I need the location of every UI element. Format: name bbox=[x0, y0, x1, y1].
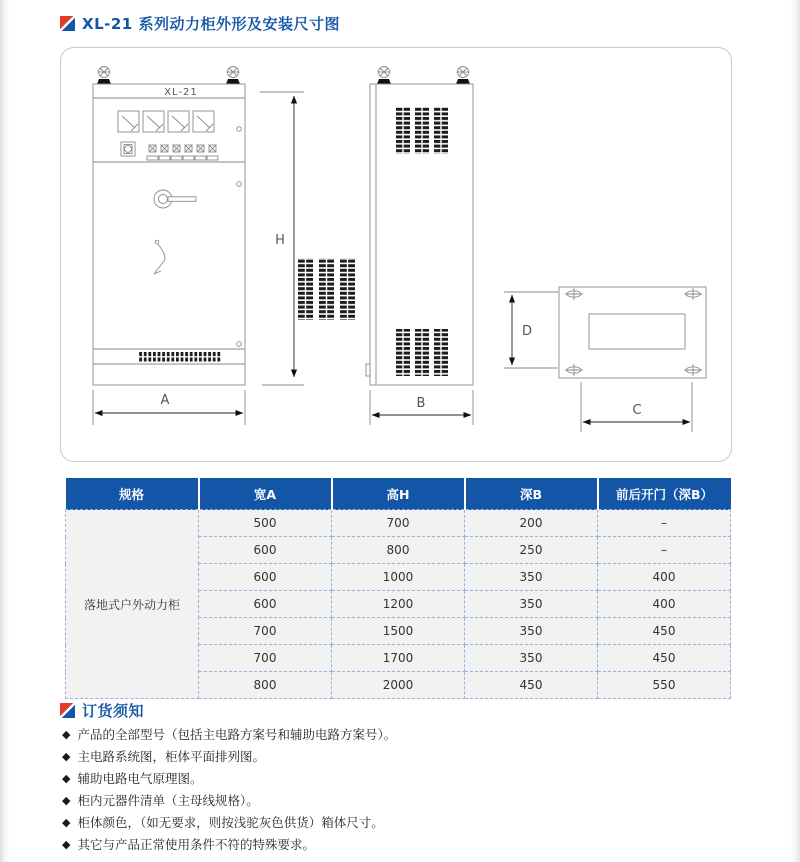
dimension-B bbox=[370, 390, 473, 425]
diamond-bullet-icon: ◆ bbox=[62, 750, 71, 763]
note-text: 柜体颜色，（如无要求，则按浅驼灰色供货）箱体尺寸。 bbox=[77, 815, 384, 830]
table-cell: 500 bbox=[199, 510, 332, 537]
note-text: 其它与产品正常使用条件不符的特殊要求。 bbox=[77, 837, 315, 852]
table-cell: 1700 bbox=[332, 645, 465, 672]
col-header-height-h: 高H bbox=[332, 478, 465, 510]
cabinet-dimension-drawing bbox=[61, 48, 731, 461]
table-cell: 1500 bbox=[332, 618, 465, 645]
side-view-drawing bbox=[366, 67, 473, 426]
dimension-A bbox=[93, 390, 245, 425]
dim-label-C: C bbox=[632, 403, 642, 418]
diamond-bullet-icon: ◆ bbox=[62, 794, 71, 807]
cabinet-nameplate-label: XL-21 bbox=[164, 87, 198, 98]
dim-label-B: B bbox=[416, 396, 426, 411]
table-cell: 600 bbox=[199, 591, 332, 618]
table-cell: 350 bbox=[465, 564, 598, 591]
front-view-drawing bbox=[93, 67, 245, 426]
col-header-spec: 规格 bbox=[66, 478, 199, 510]
dimension-H bbox=[260, 92, 304, 385]
table-cell: 600 bbox=[199, 537, 332, 564]
table-cell: – bbox=[598, 510, 731, 537]
table-cell: – bbox=[598, 537, 731, 564]
lifting-eye-icon bbox=[97, 67, 240, 85]
col-header-depth-b: 深B bbox=[465, 478, 598, 510]
table-cell: 350 bbox=[465, 591, 598, 618]
table-cell: 2000 bbox=[332, 672, 465, 699]
lifting-eye-icon bbox=[377, 67, 470, 85]
note-item bbox=[62, 816, 396, 829]
table-cell: 400 bbox=[598, 564, 731, 591]
table-cell: 450 bbox=[598, 618, 731, 645]
table-header-row bbox=[66, 478, 731, 510]
base-plan-view-drawing bbox=[504, 287, 706, 432]
table-cell: 1000 bbox=[332, 564, 465, 591]
table-cell: 350 bbox=[465, 645, 598, 672]
section-flag-icon bbox=[60, 16, 75, 31]
note-text: 辅助电路电气原理图。 bbox=[77, 771, 203, 786]
table-cell: 700 bbox=[199, 618, 332, 645]
note-item bbox=[62, 750, 396, 763]
category-cell: 落地式户外动力柜 bbox=[66, 510, 199, 699]
dimension-drawing-panel bbox=[60, 47, 732, 462]
diamond-bullet-icon: ◆ bbox=[62, 838, 71, 851]
diamond-bullet-icon: ◆ bbox=[62, 772, 71, 785]
table-cell: 350 bbox=[465, 618, 598, 645]
note-item bbox=[62, 838, 396, 851]
note-item bbox=[62, 728, 396, 741]
section2-title-text: 订货须知 bbox=[82, 702, 145, 720]
table-row bbox=[66, 510, 731, 537]
table-cell: 550 bbox=[598, 672, 731, 699]
col-header-width-a: 宽A bbox=[199, 478, 332, 510]
table-cell: 800 bbox=[199, 672, 332, 699]
dimension-spec-table bbox=[65, 478, 731, 699]
dim-label-D: D bbox=[521, 324, 533, 339]
section-flag-icon bbox=[60, 703, 75, 718]
table-cell: 700 bbox=[332, 510, 465, 537]
table-cell: 400 bbox=[598, 591, 731, 618]
note-item bbox=[62, 794, 396, 807]
table-cell: 700 bbox=[199, 645, 332, 672]
dimension-C bbox=[581, 382, 692, 432]
table-cell: 450 bbox=[465, 672, 598, 699]
table-cell: 450 bbox=[598, 645, 731, 672]
note-text: 主电路系统图，柜体平面排列图。 bbox=[77, 749, 265, 764]
table-cell: 600 bbox=[199, 564, 332, 591]
note-item bbox=[62, 772, 396, 785]
diamond-bullet-icon: ◆ bbox=[62, 728, 71, 741]
section2-title bbox=[60, 700, 144, 721]
diamond-bullet-icon: ◆ bbox=[62, 816, 71, 829]
section1-title bbox=[60, 13, 340, 34]
note-text: 产品的全部型号（包括主电路方案号和辅助电路方案号）。 bbox=[77, 727, 397, 742]
ordering-notes-list bbox=[62, 728, 396, 860]
note-text: 柜内元器件清单（主母线规格）。 bbox=[77, 793, 259, 808]
col-header-door-depth: 前后开门（深B） bbox=[598, 478, 731, 510]
louver-detail-drawing bbox=[298, 258, 355, 320]
section1-title-text: XL-21 系列动力柜外形及安装尺寸图 bbox=[82, 15, 340, 33]
dim-label-A: A bbox=[160, 393, 170, 408]
dim-label-H: H bbox=[275, 233, 285, 248]
table-cell: 250 bbox=[465, 537, 598, 564]
dimension-D bbox=[504, 292, 558, 368]
table-cell: 800 bbox=[332, 537, 465, 564]
table-cell: 1200 bbox=[332, 591, 465, 618]
table-cell: 200 bbox=[465, 510, 598, 537]
